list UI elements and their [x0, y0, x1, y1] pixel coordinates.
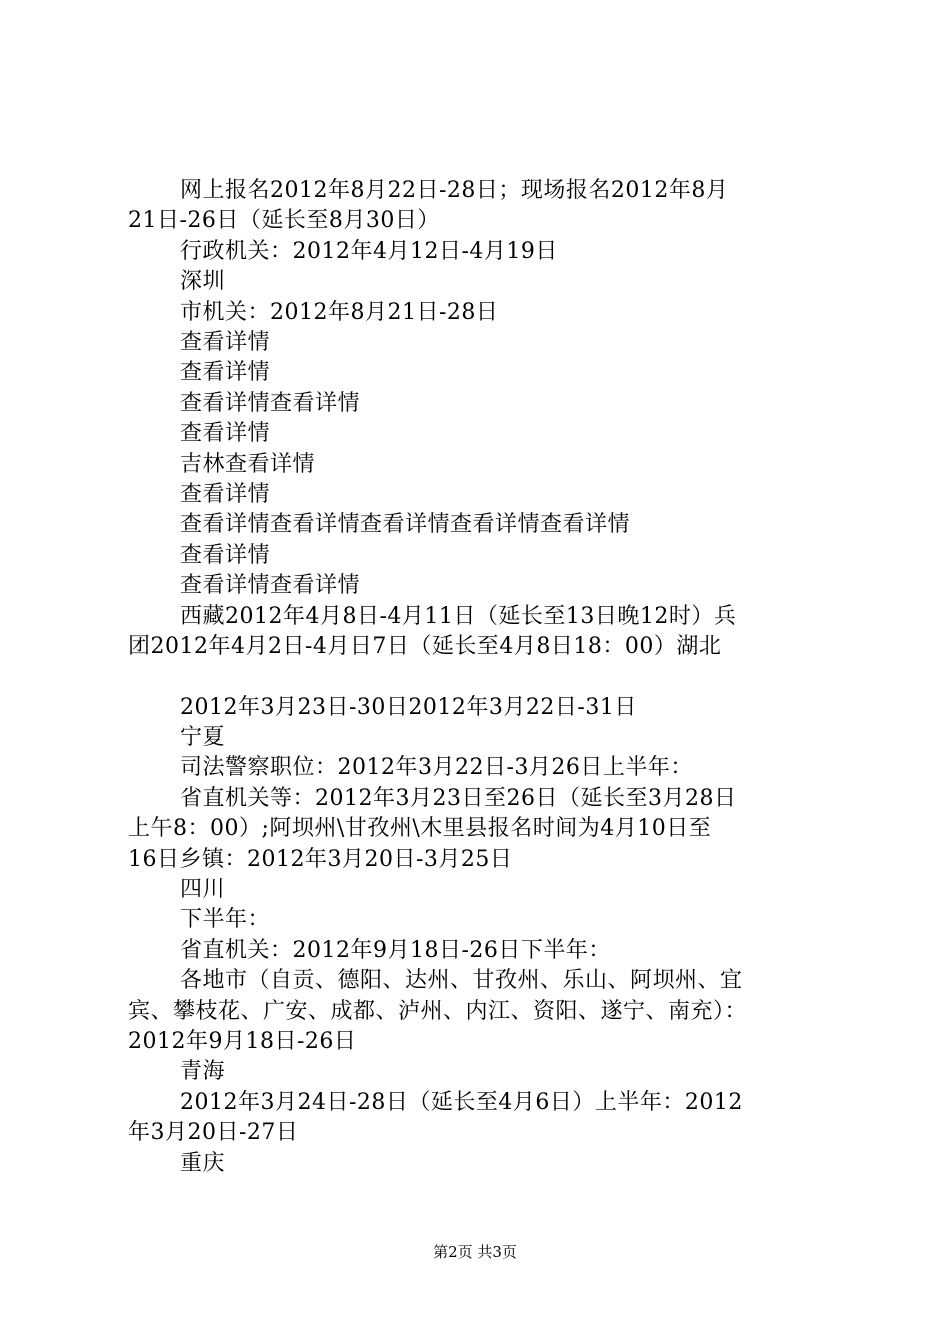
text-line: 宾、攀枝花、广安、成都、泸州、内江、资阳、遂宁、南充）： [128, 998, 748, 1024]
view-details-link: 查看详情查看详情 [180, 390, 361, 416]
view-details-link: 查看详情 [180, 421, 271, 447]
text-line: 2012年9月18日-26日 [128, 1028, 357, 1054]
view-details-link: 查看详情 [180, 360, 271, 386]
view-details-link: 查看详情 [180, 542, 271, 568]
text-line: 省直机关：2012年9月18日-26日下半年： [180, 937, 611, 963]
text-line: 司法警察职位：2012年3月22日-3月26日上半年： [180, 755, 693, 781]
text-line: 2012年3月24日-28日（延长至4月6日）上半年：2012 [180, 1089, 743, 1115]
document-body [128, 176, 836, 1179]
region-heading: 深圳 [180, 269, 226, 295]
text-line: 西藏2012年4月8日-4月11日（延长至13日晚12时）兵 [180, 603, 737, 629]
view-details-link: 查看详情 [180, 482, 271, 508]
text-line: 市机关：2012年8月21日-28日 [180, 299, 499, 325]
text-line: 网上报名2012年8月22日-28日；现场报名2012年8月 [180, 178, 729, 203]
page-footer: 第2页 共3页 [433, 1243, 517, 1261]
text-line: 各地市（自贡、德阳、达州、甘孜州、乐山、阿坝州、宜 [180, 968, 743, 994]
text-line: 21日-26日（延长至8月30日） [128, 208, 440, 234]
text-line: 省直机关等：2012年3月23日至26日（延长至3月28日 [180, 785, 737, 811]
blank-line [128, 663, 836, 693]
view-details-link: 吉林查看详情 [180, 451, 316, 477]
text-line: 2012年3月23日-30日2012年3月22日-31日 [180, 694, 637, 720]
region-heading: 四川 [180, 876, 226, 902]
view-details-link: 查看详情查看详情 [180, 573, 361, 599]
text-line: 团2012年4月2日-4月日7日（延长至4月8日18：00）湖北 [128, 634, 722, 660]
text-line: 上午8：00）;阿坝州\甘孜州\木里县报名时间为4月10日至 [128, 816, 712, 842]
text-line: 年3月20日-27日 [128, 1120, 299, 1146]
text-line: 16日乡镇：2012年3月20日-3月25日 [128, 846, 513, 872]
region-heading: 重庆 [180, 1150, 226, 1176]
region-heading: 青海 [180, 1059, 226, 1085]
view-details-link: 查看详情 [180, 330, 271, 356]
region-heading: 宁夏 [180, 724, 226, 750]
view-details-link: 查看详情查看详情查看详情查看详情查看详情 [180, 512, 631, 538]
text-line: 行政机关：2012年4月12日-4月19日 [180, 238, 558, 264]
text-line: 下半年： [180, 907, 271, 933]
